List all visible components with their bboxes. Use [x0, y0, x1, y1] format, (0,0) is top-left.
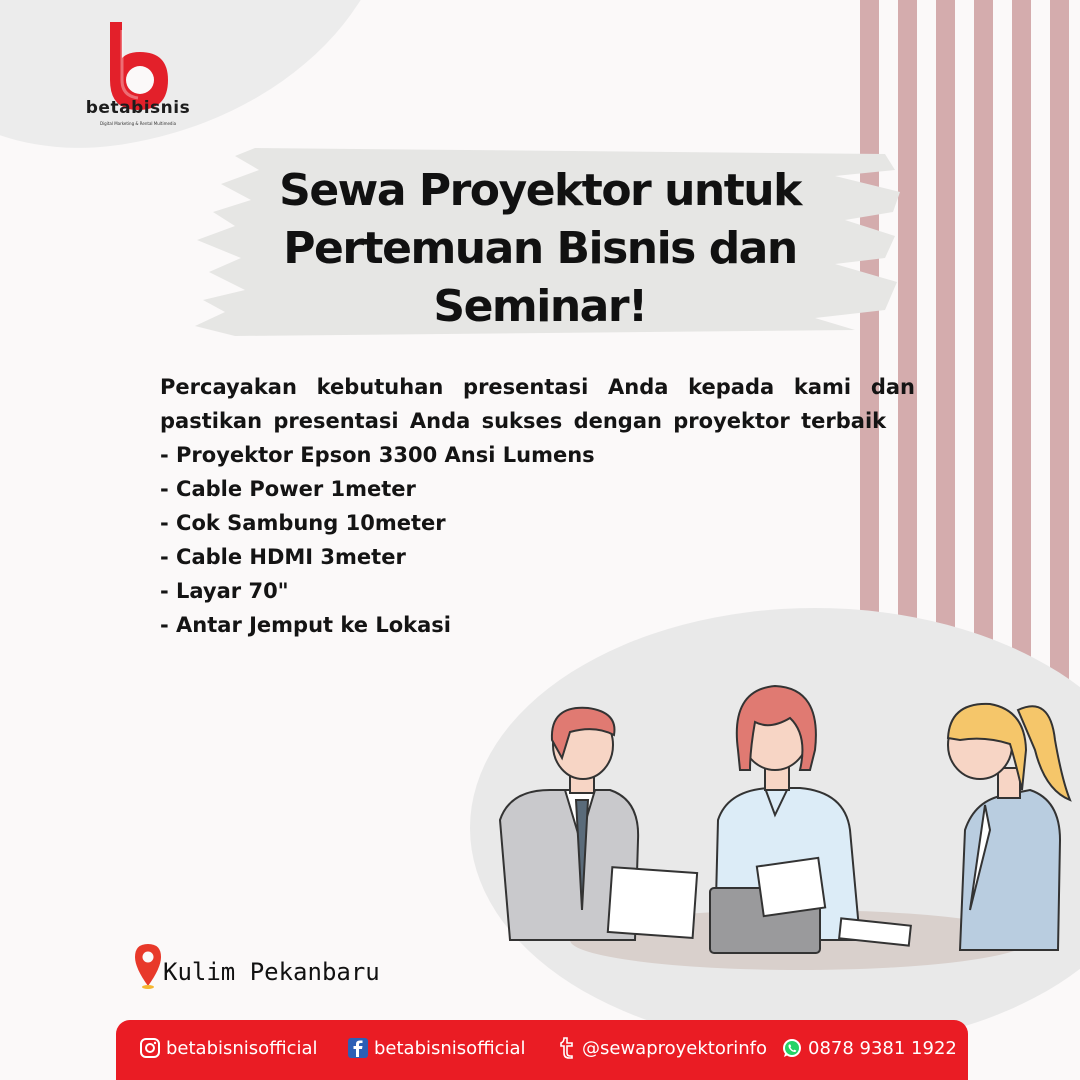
instagram-link[interactable]	[140, 1036, 318, 1060]
list-item: - Cable Power 1meter	[160, 477, 416, 501]
description-text: Percayakan kebutuhan presentasi Anda kepada kami dan pastikan presentasi Anda sukses dengan proyektor terbaik	[160, 375, 915, 433]
list-item: - Antar Jemput ke Lokasi	[160, 613, 451, 637]
facebook-link[interactable]	[348, 1036, 526, 1060]
title-line-2: Pertemuan Bisnis dan	[283, 223, 797, 274]
map-pin-icon	[133, 942, 163, 990]
whatsapp-link[interactable]	[782, 1036, 957, 1060]
page-title	[240, 162, 840, 336]
list-item: - Cok Sambung 10meter	[160, 511, 446, 535]
social-footer	[116, 1020, 968, 1080]
tumblr-handle: @sewaproyektorinfo	[582, 1037, 768, 1059]
whatsapp-icon	[782, 1038, 802, 1058]
brand-name: betabisnis	[85, 98, 191, 118]
title-line-1: Sewa Proyektor untuk	[279, 165, 801, 216]
instagram-handle: betabisnisofficial	[166, 1037, 318, 1059]
title-line-3: Seminar!	[433, 281, 647, 332]
description-block	[160, 370, 915, 642]
location-text: Kulim Pekanbaru	[163, 958, 380, 986]
whatsapp-number: 0878 9381 1922	[808, 1037, 957, 1059]
list-item: - Cable HDMI 3meter	[160, 545, 406, 569]
facebook-icon	[348, 1038, 368, 1058]
b-letter-logo-icon	[80, 18, 200, 138]
facebook-handle: betabisnisofficial	[374, 1037, 526, 1059]
list-item: - Layar 70"	[160, 579, 289, 603]
tumblr-icon	[558, 1037, 576, 1059]
instagram-icon	[140, 1038, 160, 1058]
tumblr-link[interactable]	[558, 1036, 767, 1060]
business-meeting-illustration	[470, 640, 1080, 1000]
brand-tagline: Digital Marketing & Rental Multimedia	[99, 121, 177, 126]
list-item: - Proyektor Epson 3300 Ansi Lumens	[160, 443, 595, 467]
